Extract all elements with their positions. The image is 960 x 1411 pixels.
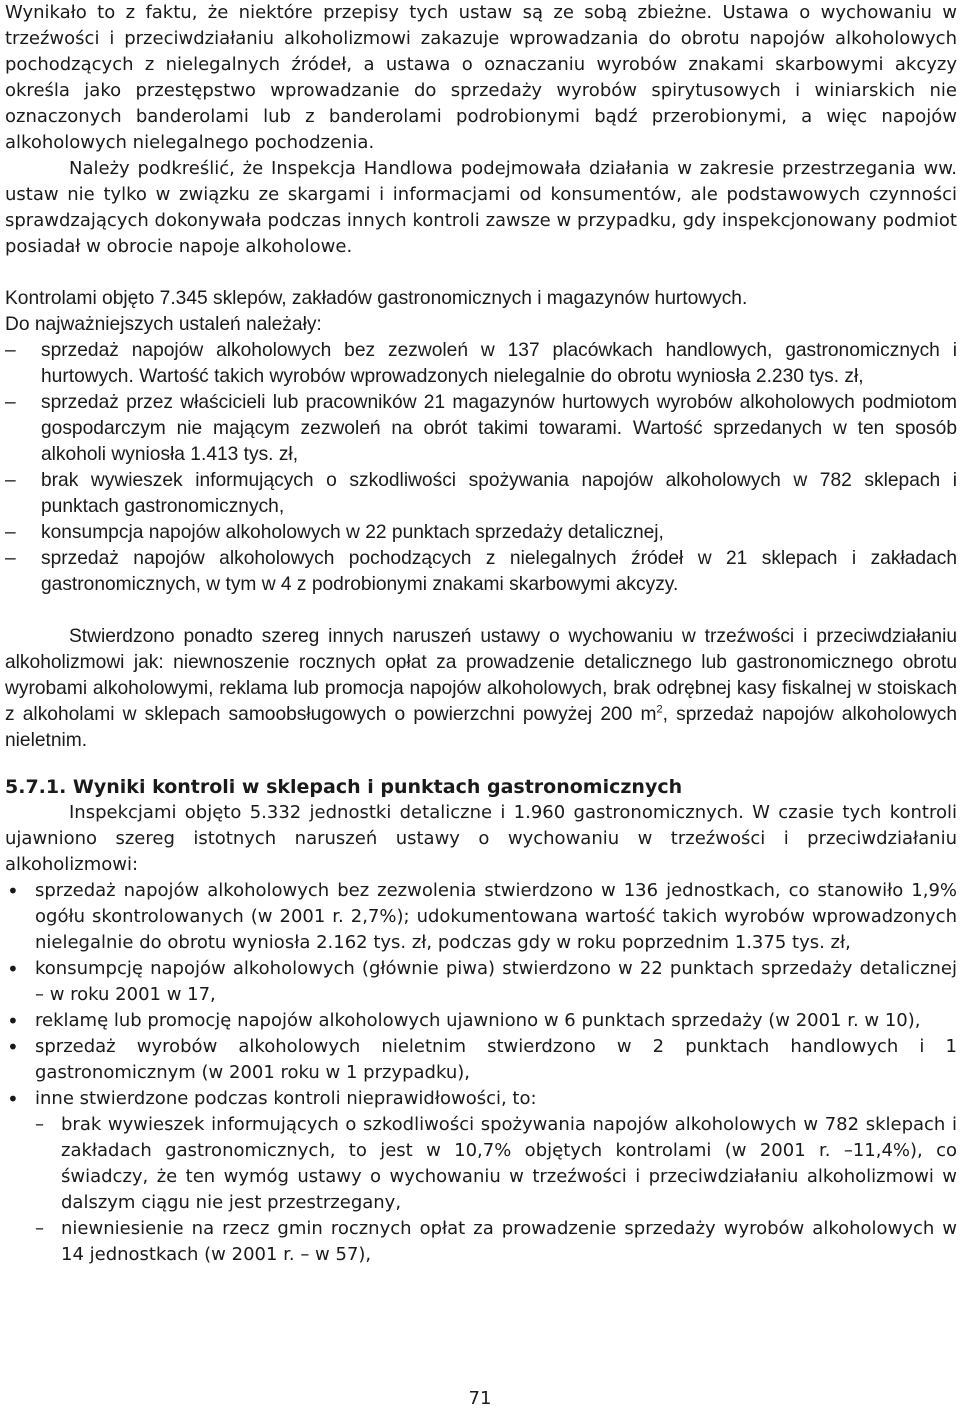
document-page [5,0,957,1268]
section-heading: 5.7.1. Wyniki kontroli w sklepach i punktach gastronomicznych [5,776,683,798]
list-item: – konsumpcja napojów alkoholowych w 22 punktach sprzedaży detalicznej, [5,520,957,546]
sub-list-item: – brak wywieszek informujących o szkodliwości spożywania napojów alkoholowych w 782 sklepach i zakładach gastronomicznych, to jest w 10,7% objętych kontrolami (w 2001 r. –11,4%), co świadczy, że ten wymóg ustawy o wychowaniu w trzeźwości i przeciwdziałaniu alkoholizmowi w dalszym ciągu nie jest przestrzegany, [35,1112,957,1216]
paragraph-other-violations [5,624,957,754]
bullet-list [5,878,957,1268]
findings-list [5,338,957,598]
list-item: • sprzedaż napojów alkoholowych bez zezwolenia stwierdzono w 136 jednostkach, co stanowiło 1,9% ogółu skontrolowanych (w 2001 r. 2,7%); udokumentowana wartość takich wyrobów wprowadzonych nielegalnie do obrotu wyniosła 2.162 tys. zł, podczas gdy w roku poprzednim 1.375 tys. zł, [5,878,957,956]
superscript-two: 2 [656,703,663,716]
list-item: • sprzedaż wyrobów alkoholowych nieletnim stwierdzono w 2 punktach handlowych i 1 gastronomicznym (w 2001 roku w 1 przypadku), [5,1034,957,1086]
sub-list-item: – niewniesienie na rzecz gmin rocznych opłat za prowadzenie sprzedaży wyrobów alkoholowych w 14 jednostkach (w 2001 r. – w 57), [35,1216,957,1268]
page-number: 71 [468,1388,492,1409]
list-item: – sprzedaż przez właścicieli lub pracowników 21 magazynów hurtowych wyrobów alkoholowych podmiotom gospodarczym nie mającym zezwoleń na obrót takimi towarami. Wartość sprzedanych w ten sposób alkoholi wyniosła 1.413 tys. zł, [5,390,957,468]
list-item: – sprzedaż napojów alkoholowych bez zezwoleń w 137 placówkach handlowych, gastronomicznych i hurtowych. Wartość takich wyrobów wprowadzonych nielegalnie do obrotu wyniosła 2.230 tys. zł, [5,338,957,390]
paragraph-findings-intro: Do najważniejszych ustaleń należały: [5,314,322,335]
paragraph-inspections: Inspekcjami objęto 5.332 jednostki detaliczne i 1.960 gastronomicznych. W czasie tych kontroli ujawniono szereg istotnych naruszeń ustawy o wychowaniu w trzeźwości i przeciwdziałaniu alkoholizmowi: [5,802,957,875]
paragraph-inspection-note: Należy podkreślić, że Inspekcja Handlowa podejmowała działania w zakresie przestrzegania ww. ustaw nie tylko w związku ze skargami i informacjami od konsumentów, ale podstawowych czynności sprawdzających dokonywała podczas innych kontroli zawsze w przypadku, gdy inspekcjonowany podmiot posiadał w obrocie napoje alkoholowe. [5,158,957,257]
list-item: – sprzedaż napojów alkoholowych pochodzących z nielegalnych źródeł w 21 sklepach i zakładach gastronomicznych, w tym w 4 z podrobionymi znakami skarbowymi akcyzy. [5,546,957,598]
list-item [5,1086,957,1268]
list-item: – brak wywieszek informujących o szkodliwości spożywania napojów alkoholowych w 782 sklepach i punktach gastronomicznych, [5,468,957,520]
paragraph-controls-count: Kontrolami objęto 7.345 sklepów, zakładów gastronomicznych i magazynów hurtowych. [5,288,748,309]
paragraph-intro: Wynikało to z faktu, że niektóre przepisy tych ustaw są ze sobą zbieżne. Ustawa o wychowaniu w trzeźwości i przeciwdziałaniu alkoholizmowi zakazuje wprowadzania do obrotu napojów alkoholowych pochodzących z nielegalnych źródeł, a ustawa o oznaczaniu wyrobów znakami skarbowymi akcyzy określa jako przestępstwo wprowadzanie do sprzedaży wyrobów spirytusowych i winiarskich nie oznaczonych banderolami lub z banderolami podrobionymi bądź przerobionymi, a więc napojów alkoholowych nielegalnego pochodzenia. [5,2,957,153]
list-item: • reklamę lub promocję napojów alkoholowych ujawniono w 6 punktach sprzedaży (w 2001 r. w 10), [5,1008,957,1034]
violations-text: Stwierdzono ponadto szereg innych naruszeń ustawy o wychowaniu w trzeźwości i przeciwdziałaniu alkoholizmowi jak: niewnoszenie rocznych opłat za prowadzenie detalicznego lub gastronomicznego obrotu wyrobami alkoholowymi, reklama lub promocja napojów alkoholowych, brak odrębnej kasy fiskalnej w stoiskach z alkoholami w sklepach samoobsługowych o powierzchni powyżej 200 m [5,626,957,725]
sub-list [35,1112,957,1268]
violations-text-end: , sprzedaż napojów alkoholowych nieletnim. [5,704,957,751]
list-item: • konsumpcję napojów alkoholowych (głównie piwa) stwierdzono w 22 punktach sprzedaży detalicznej – w roku 2001 w 17, [5,956,957,1008]
list-item-text: inne stwierdzone podczas kontroli nieprawidłowości, to: [35,1088,537,1109]
